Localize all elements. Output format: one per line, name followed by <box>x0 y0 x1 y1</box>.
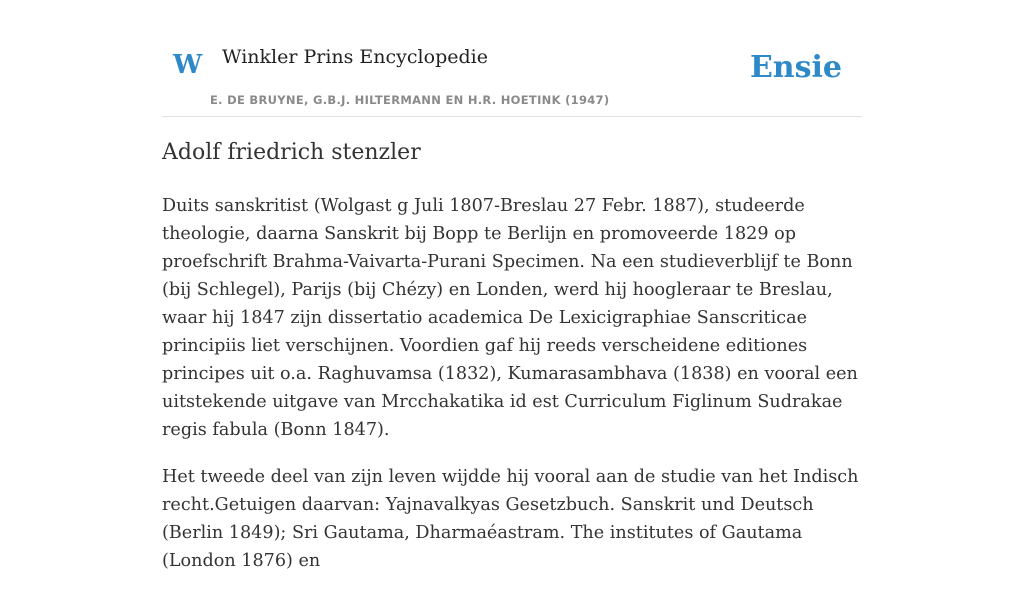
publication-authors: E. DE BRUYNE, G.B.J. HILTERMANN EN H.R. HOETINK (1947) <box>210 93 610 107</box>
publication-logo[interactable]: W <box>173 50 203 80</box>
publication-title[interactable]: Winkler Prins Encyclopedie <box>222 46 488 68</box>
ensie-logo[interactable]: Ensie <box>749 50 842 85</box>
article-title: Adolf friedrich stenzler <box>162 140 421 165</box>
article-body <box>162 192 862 594</box>
article-paragraph: Duits sanskritist (Wolgast g Juli 1807-Breslau 27 Febr. 1887), studeerde theologie, daarna Sanskrit bij Bopp te Berlijn en promoveerde 1829 op proefschrift Brahma-Vaivarta-Purani Specimen. Na een studieverblijf te Bonn (bij Schlegel), Parijs (bij Chézy) en Londen, werd hij hoogleraar te Breslau, waar hij 1847 zijn dissertatio academica De Lexicigraphiae Sanscriticae principiis liet verschijnen. Voordien gaf hij reeds verscheidene editiones principes uit o.a. Raghuvamsa (1832), Kumarasambhava (1838) en vooral een uitstekende uitgave van Mrcchakatika id est Curriculum Figlinum Sudrakae regis fabula (Bonn 1847). <box>162 196 858 440</box>
page-container <box>162 0 862 571</box>
publication-header <box>162 0 862 117</box>
article-paragraph: Het tweede deel van zijn leven wijdde hij vooral aan de studie van het Indisch recht.Getuigen daarvan: Yajnavalkyas Gesetzbuch. Sanskrit und Deutsch (Berlin 1849); Sri Gautama, Dharmaéastram. The institutes of Gautama (London 1876) en <box>162 467 859 571</box>
